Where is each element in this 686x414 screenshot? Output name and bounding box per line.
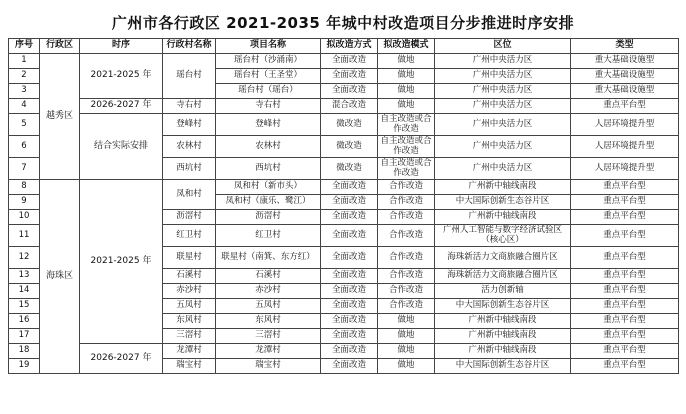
cell-method: 全面改造 [321, 225, 378, 247]
cell-mode: 合作改造 [378, 269, 435, 284]
cell-location: 广州新中轴线南段 [435, 329, 571, 344]
header-period: 时序 [80, 39, 163, 54]
cell-village-lianxing: 联星村 [163, 247, 216, 269]
cell-location: 活力创新轴 [435, 284, 571, 299]
cell-project: 龙潭村 [216, 344, 321, 359]
cell-project: 农林村 [216, 136, 321, 158]
header-project: 项目名称 [216, 39, 321, 54]
cell-type: 人居环境提升型 [571, 158, 679, 180]
cell-period-yuexiu-1: 2021-2025 年 [80, 54, 163, 99]
cell-method: 全面改造 [321, 247, 378, 269]
cell-project: 凤和村（康乐、鹭江） [216, 195, 321, 210]
cell-method: 微改造 [321, 158, 378, 180]
cell-mode: 做地 [378, 69, 435, 84]
cell-method: 全面改造 [321, 54, 378, 69]
cell-project: 瑞宝村 [216, 359, 321, 374]
cell-project: 五凤村 [216, 299, 321, 314]
header-location: 区位 [435, 39, 571, 54]
cell-mode: 合作改造 [378, 284, 435, 299]
cell-project: 石溪村 [216, 269, 321, 284]
cell-type: 重点平台型 [571, 329, 679, 344]
cell-method: 全面改造 [321, 299, 378, 314]
cell-method: 全面改造 [321, 180, 378, 195]
cell-no: 6 [9, 136, 40, 158]
cell-project: 瑶台村（王圣堂） [216, 69, 321, 84]
cell-location: 广州中央活力区 [435, 136, 571, 158]
cell-village-nonglin: 农林村 [163, 136, 216, 158]
cell-village-sitou: 寺右村 [163, 99, 216, 114]
cell-location: 广州中央活力区 [435, 114, 571, 136]
cell-type: 人居环境提升型 [571, 114, 679, 136]
cell-location: 广州新中轴线南段 [435, 344, 571, 359]
cell-location: 广州新中轴线南段 [435, 210, 571, 225]
cell-method: 全面改造 [321, 269, 378, 284]
cell-village-longtan: 龙潭村 [163, 344, 216, 359]
cell-period-haizhu-2: 2026-2027 年 [80, 344, 163, 374]
cell-method: 全面改造 [321, 69, 378, 84]
cell-mode: 合作改造 [378, 210, 435, 225]
cell-location: 广州新中轴线南段 [435, 314, 571, 329]
cell-district-yuexiu: 越秀区 [40, 54, 80, 180]
cell-type: 重点平台型 [571, 299, 679, 314]
cell-project: 沥滘村 [216, 210, 321, 225]
cell-method: 全面改造 [321, 195, 378, 210]
cell-no: 12 [9, 247, 40, 269]
cell-no: 11 [9, 225, 40, 247]
cell-no: 15 [9, 299, 40, 314]
cell-type: 人居环境提升型 [571, 136, 679, 158]
cell-type: 重大基础设施型 [571, 69, 679, 84]
cell-location: 广州中央活力区 [435, 84, 571, 99]
cell-method: 全面改造 [321, 329, 378, 344]
cell-project: 瑶台村（沙涌南） [216, 54, 321, 69]
cell-village-xikeng: 西坑村 [163, 158, 216, 180]
cell-location: 海珠新活力文商旅融合圈片区 [435, 269, 571, 284]
cell-type: 重点平台型 [571, 284, 679, 299]
cell-period-haizhu-1: 2021-2025 年 [80, 180, 163, 344]
cell-type: 重点平台型 [571, 210, 679, 225]
cell-village-shixi: 石溪村 [163, 269, 216, 284]
cell-project: 联星村（南箕、东方红） [216, 247, 321, 269]
cell-no: 14 [9, 284, 40, 299]
table-row [9, 344, 679, 359]
cell-no: 5 [9, 114, 40, 136]
table-row [9, 114, 679, 136]
cell-location: 海珠新活力文商旅融合圈片区 [435, 247, 571, 269]
cell-project: 三滘村 [216, 329, 321, 344]
cell-village-wufeng: 五凤村 [163, 299, 216, 314]
header-mode: 拟改造模式 [378, 39, 435, 54]
cell-method: 全面改造 [321, 210, 378, 225]
cell-mode: 做地 [378, 84, 435, 99]
cell-project: 赤沙村 [216, 284, 321, 299]
cell-type: 重点平台型 [571, 314, 679, 329]
cell-no: 13 [9, 269, 40, 284]
cell-mode: 自主改造或合作改造 [378, 114, 435, 136]
cell-location: 中大国际创新生态谷片区 [435, 299, 571, 314]
cell-project: 东风村 [216, 314, 321, 329]
cell-no: 18 [9, 344, 40, 359]
cell-no: 4 [9, 99, 40, 114]
cell-type: 重点平台型 [571, 180, 679, 195]
cell-no: 8 [9, 180, 40, 195]
cell-method: 混合改造 [321, 99, 378, 114]
cell-type: 重大基础设施型 [571, 54, 679, 69]
cell-project: 西坑村 [216, 158, 321, 180]
cell-method: 微改造 [321, 136, 378, 158]
cell-village-sanjiao: 三滘村 [163, 329, 216, 344]
cell-no: 17 [9, 329, 40, 344]
cell-mode: 合作改造 [378, 299, 435, 314]
cell-type: 重点平台型 [571, 195, 679, 210]
cell-type: 重点平台型 [571, 247, 679, 269]
cell-no: 7 [9, 158, 40, 180]
cell-location: 中大国际创新生态谷片区 [435, 195, 571, 210]
cell-village-dongfeng: 东风村 [163, 314, 216, 329]
cell-village-chisha: 赤沙村 [163, 284, 216, 299]
cell-type: 重点平台型 [571, 359, 679, 374]
table-row [9, 99, 679, 114]
cell-method: 全面改造 [321, 84, 378, 99]
cell-method: 全面改造 [321, 284, 378, 299]
cell-mode: 合作改造 [378, 195, 435, 210]
cell-method: 全面改造 [321, 359, 378, 374]
cell-district-haizhu: 海珠区 [40, 180, 80, 374]
cell-method: 全面改造 [321, 344, 378, 359]
header-method: 拟改造方式 [321, 39, 378, 54]
cell-no: 2 [9, 69, 40, 84]
cell-location: 广州人工智能与数字经济试验区（核心区） [435, 225, 571, 247]
cell-village-yaotai: 瑶台村 [163, 54, 216, 99]
cell-mode: 做地 [378, 314, 435, 329]
table-row [9, 54, 679, 69]
header-no: 序号 [9, 39, 40, 54]
table-row [9, 180, 679, 195]
cell-project: 寺右村 [216, 99, 321, 114]
cell-project: 登峰村 [216, 114, 321, 136]
cell-mode: 合作改造 [378, 247, 435, 269]
cell-no: 1 [9, 54, 40, 69]
cell-mode: 做地 [378, 54, 435, 69]
table-header-row [9, 39, 679, 54]
village-renovation-table [8, 38, 679, 374]
cell-village-hongwei: 红卫村 [163, 225, 216, 247]
cell-mode: 做地 [378, 329, 435, 344]
cell-mode: 自主改造或合作改造 [378, 136, 435, 158]
cell-type: 重点平台型 [571, 269, 679, 284]
cell-location: 广州中央活力区 [435, 54, 571, 69]
cell-mode: 做地 [378, 359, 435, 374]
cell-mode: 做地 [378, 344, 435, 359]
cell-type: 重大基础设施型 [571, 84, 679, 99]
cell-village-lijiao: 沥滘村 [163, 210, 216, 225]
cell-village-fenghe: 凤和村 [163, 180, 216, 210]
cell-period-yuexiu-2: 2026-2027 年 [80, 99, 163, 114]
cell-location: 广州中央活力区 [435, 158, 571, 180]
cell-mode: 自主改造或合作改造 [378, 158, 435, 180]
cell-type: 重点平台型 [571, 99, 679, 114]
cell-project: 瑶台村（瑶台） [216, 84, 321, 99]
cell-location: 中大国际创新生态谷片区 [435, 359, 571, 374]
cell-type: 重点平台型 [571, 225, 679, 247]
cell-village-dengfeng: 登峰村 [163, 114, 216, 136]
cell-no: 16 [9, 314, 40, 329]
cell-location: 广州新中轴线南段 [435, 180, 571, 195]
cell-mode: 做地 [378, 99, 435, 114]
header-district: 行政区 [40, 39, 80, 54]
document-title: 广州市各行政区 2021-2035 年城中村改造项目分步推进时序安排 [111, 14, 575, 32]
header-village: 行政村名称 [163, 39, 216, 54]
cell-method: 微改造 [321, 114, 378, 136]
cell-no: 9 [9, 195, 40, 210]
cell-period-yuexiu-3: 结合实际安排 [80, 114, 163, 180]
cell-method: 全面改造 [321, 314, 378, 329]
cell-mode: 合作改造 [378, 180, 435, 195]
cell-village-ruibao: 瑞宝村 [163, 359, 216, 374]
cell-no: 10 [9, 210, 40, 225]
cell-location: 广州中央活力区 [435, 99, 571, 114]
cell-project: 凤和村（新市头） [216, 180, 321, 195]
header-type: 类型 [571, 39, 679, 54]
cell-location: 广州中央活力区 [435, 69, 571, 84]
cell-project: 红卫村 [216, 225, 321, 247]
cell-mode: 合作改造 [378, 225, 435, 247]
cell-type: 重点平台型 [571, 344, 679, 359]
cell-no: 3 [9, 84, 40, 99]
cell-no: 19 [9, 359, 40, 374]
